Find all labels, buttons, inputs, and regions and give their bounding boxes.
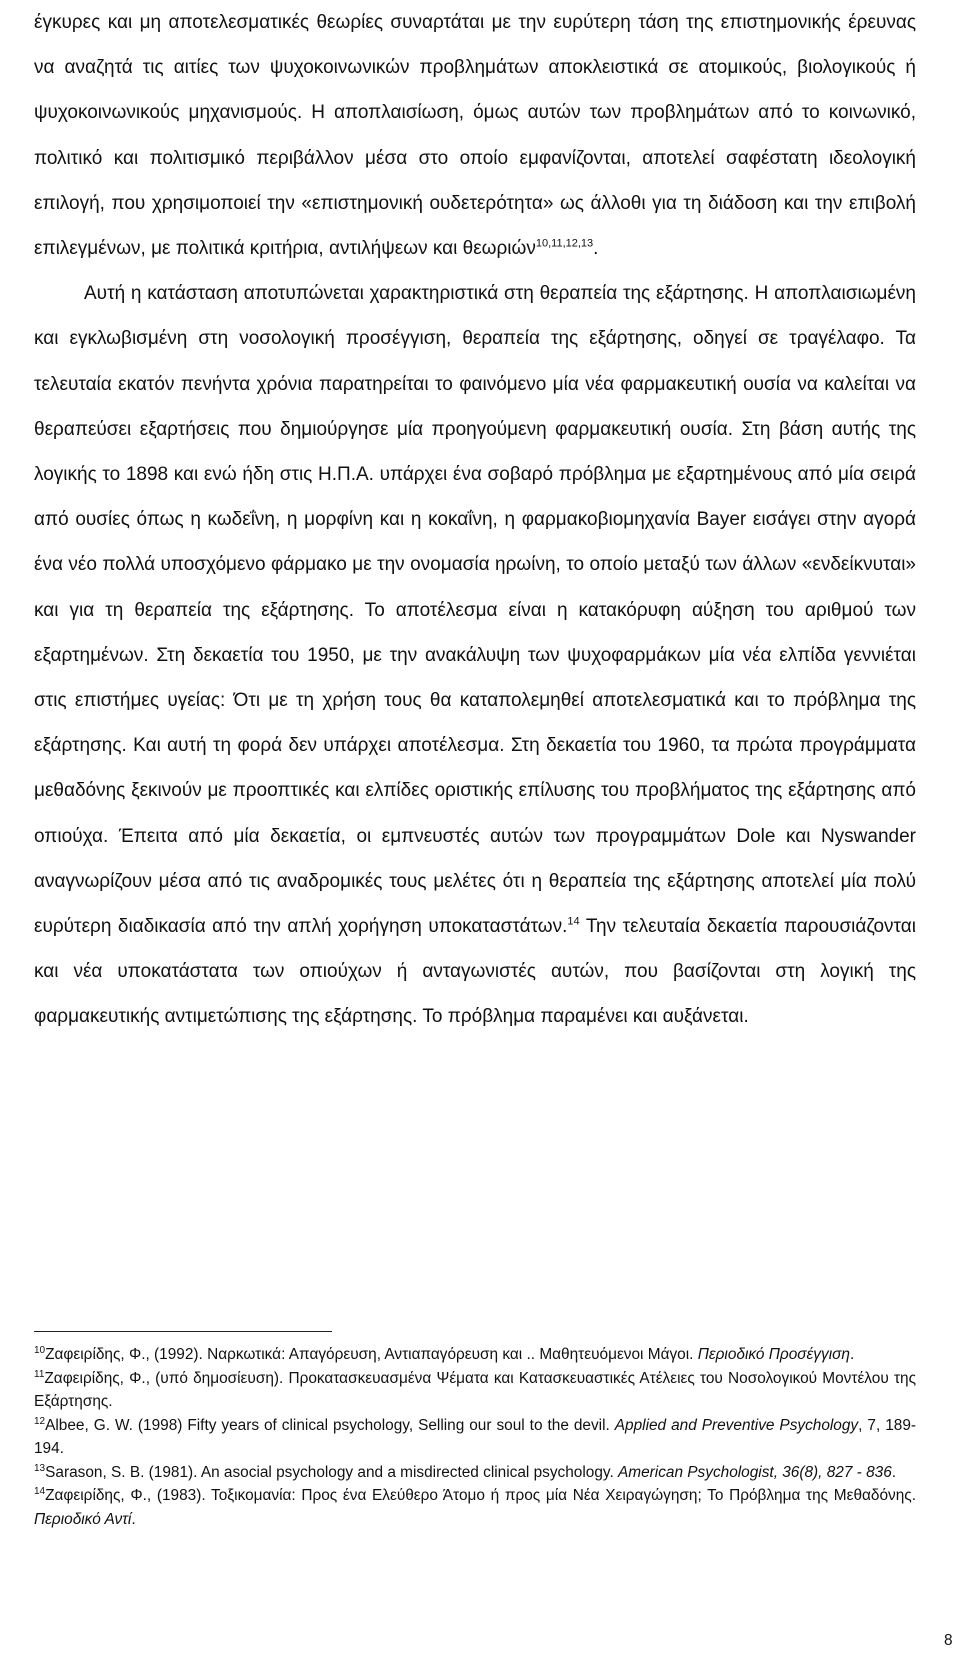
footnote-text: Ζαφειρίδης, Φ., (υπό δημοσίευση). Προκατασκευασμένα Ψέματα και Κατασκευαστικές Ατέλειες του Νοσολογικού Μοντέλου της Εξάρτησης. (34, 1369, 916, 1410)
footnote-number: 13 (34, 1462, 46, 1474)
paragraph-2-text: Αυτή η κατάσταση αποτυπώνεται χαρακτηριστικά στη θεραπεία της εξάρτησης. Η αποπλαισιωμένη και εγκλωβισμένη στη νοσολογική προσέγγιση, θεραπεία της εξάρτησης, οδηγεί σε τραγέλαφο. Τα τελευταία εκατόν πενήντα χρόνια παρατηρείται το φαινόμενο μία νέα φαρμακευτική ουσία να καλείται να θεραπεύσει εξαρτήσεις που δημιούργησε μία προηγούμενη φαρμακευτική ουσία. Στη βάση αυτής της λογικής το 1898 και ενώ ήδη στις Η.Π.Α. υπάρχει ένα σοβαρό πρόβλημα με εξαρτημένους από μία σειρά από ουσίες όπως η κωδεΐνη, η μορφίνη και η κοκαΐνη, η φαρμακοβιομηχανία Bayer εισάγει στην αγορά ένα νέο πολλά υποσχόμενο φάρμακο με την ονομασία ηρωίνη, το οποίο μεταξύ των άλλων «ενδείκνυται» και για τη θεραπεία της εξάρτησης. Το αποτέλεσμα είναι η κατακόρυφη αύξηση του αριθμού των εξαρτημένων. Στη δεκαετία του 1950, με την ανακάλυψη των ψυχοφαρμάκων μία νέα ελπίδα γεννιέται στις επιστήμες υγείας: Ότι με τη χρήση τους θα καταπολεμηθεί αποτελεσματικά και το πρόβλημα της εξάρτησης. Και αυτή τη φορά δεν υπάρχει αποτέλεσμα. Στη δεκαετία του 1960, τα πρώτα προγράμματα μεθαδόνης ξεκινούν με προοπτικές και ελπίδες οριστικής επίλυσης του προβλήματος της εξάρτησης από οπιούχα. Έπειτα από μία δεκαετία, οι εμπνευστές αυτών των προγραμμάτων Dole και Nyswander αναγνωρίζουν μέσα από τις αναδρομικές τους μελέτες ότι η θεραπεία της εξάρτησης αποτελεί μία πολύ ευρύτερη διαδικασία από την απλή χορήγηση υποκαταστάτων. (34, 283, 916, 938)
footnote-tail: . (131, 1510, 136, 1528)
footnote-item (34, 1484, 916, 1531)
paragraph-1-end: . (593, 238, 599, 260)
footnote-item (34, 1343, 916, 1367)
footnote-number: 10 (34, 1344, 46, 1356)
footnote-source: Περιοδικό Αντί (34, 1510, 132, 1528)
page-number: 8 (944, 1632, 953, 1649)
footnote-text: Ζαφειρίδης, Φ., (1983). Τοξικομανία: Προς ένα Ελεύθερο Άτομο ή προς μία Νέα Χειραγώγηση; Το Πρόβλημα της Μεθαδόνης. (45, 1487, 916, 1504)
paragraph-2-end: Την τελευταία δεκαετία παρουσιάζονται και νέα υποκατάστατα των οπιούχων ή ανταγωνιστές αυτών, που βασίζονται στη λογική της φαρμακευτικής αντιμετώπισης της εξάρτησης. Το πρόβλημα παραμένει και αυξάνεται. (34, 916, 916, 1028)
footnote-item (34, 1461, 916, 1485)
paragraph-1 (34, 0, 916, 271)
footnote-tail: . (891, 1463, 897, 1481)
footnote-source: Περιοδικό Προσέγγιση (697, 1346, 850, 1363)
footnote-tail: . (849, 1346, 855, 1363)
footnote-reference: 10,11,12,13 (535, 237, 594, 250)
footnote-item (34, 1414, 916, 1461)
footnote-number: 12 (34, 1415, 46, 1427)
footnotes (34, 1343, 916, 1531)
footnote-number: 14 (34, 1485, 46, 1497)
footnote-reference: 14 (567, 915, 580, 928)
footnote-separator (34, 1331, 332, 1332)
footnote-text: Albee, G. W. (1998) Fifty years of clinical psychology, Selling our soul to the devil. (45, 1416, 615, 1434)
paragraph-2 (34, 271, 916, 1039)
footnote-source: Applied and Preventive Psychology (614, 1416, 859, 1434)
footnote-text: Sarason, S. B. (1981). An asocial psychology and a misdirected clinical psychology. (45, 1463, 619, 1481)
footnote-source: American Psychologist, 36(8), 827 - 836 (618, 1463, 892, 1481)
footnote-item (34, 1367, 916, 1414)
footnote-tail: , 7, 189-194. (34, 1416, 917, 1457)
footnote-text: Ζαφειρίδης, Φ., (1992). Ναρκωτικά: Απαγόρευση, Αντιαπαγόρευση και .. Μαθητευόμενοι Μάγοι. (45, 1346, 698, 1363)
paragraph-1-text: έγκυρες και μη αποτελεσματικές θεωρίες συναρτάται με την ευρύτερη τάση της επιστημονικής έρευνας να αναζητά τις αιτίες των ψυχοκοινωνικών προβλημάτων αποκλειστικά σε ατομικούς, βιολογικούς ή ψυχοκοινωνικούς μηχανισμούς. Η αποπλαισίωση, όμως αυτών των προβλημάτων από το κοινωνικό, πολιτικό και πολιτισμικό περιβάλλον μέσα στο οποίο εμφανίζονται, αποτελεί σαφέστατη ιδεολογική επιλογή, που χρησιμοποιεί την «επιστημονική ουδετερότητα» ως άλλοθι για τη διάδοση και την επιβολή επιλεγμένων, με πολιτικά κριτήρια, αντιλήψεων και θεωριών (34, 12, 916, 260)
footnote-number: 11 (34, 1368, 45, 1380)
body-text (34, 0, 916, 1040)
